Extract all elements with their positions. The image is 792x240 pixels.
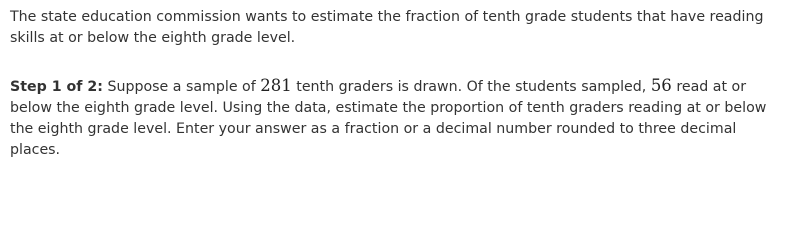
step-text-b: tenth graders is drawn. Of the students sampled, [291, 79, 651, 95]
step-text-c: read at or below the eighth grade level. Using the data, estimate the proportion of tenth graders reading at or below the eighth grade level. Enter your answer as a fraction or a decimal number rounded to three decimal places. [10, 79, 767, 158]
step-label: Step 1 of 2: [10, 79, 103, 95]
problem-intro: The state education commission wants to estimate the fraction of tenth grade students that have reading skills at or below the eighth grade level. [10, 9, 764, 46]
sample-size-number: 281 [260, 76, 292, 95]
step-text-a: Suppose a sample of [102, 79, 261, 95]
count-number: 56 [650, 76, 672, 95]
step-paragraph [10, 75, 782, 161]
